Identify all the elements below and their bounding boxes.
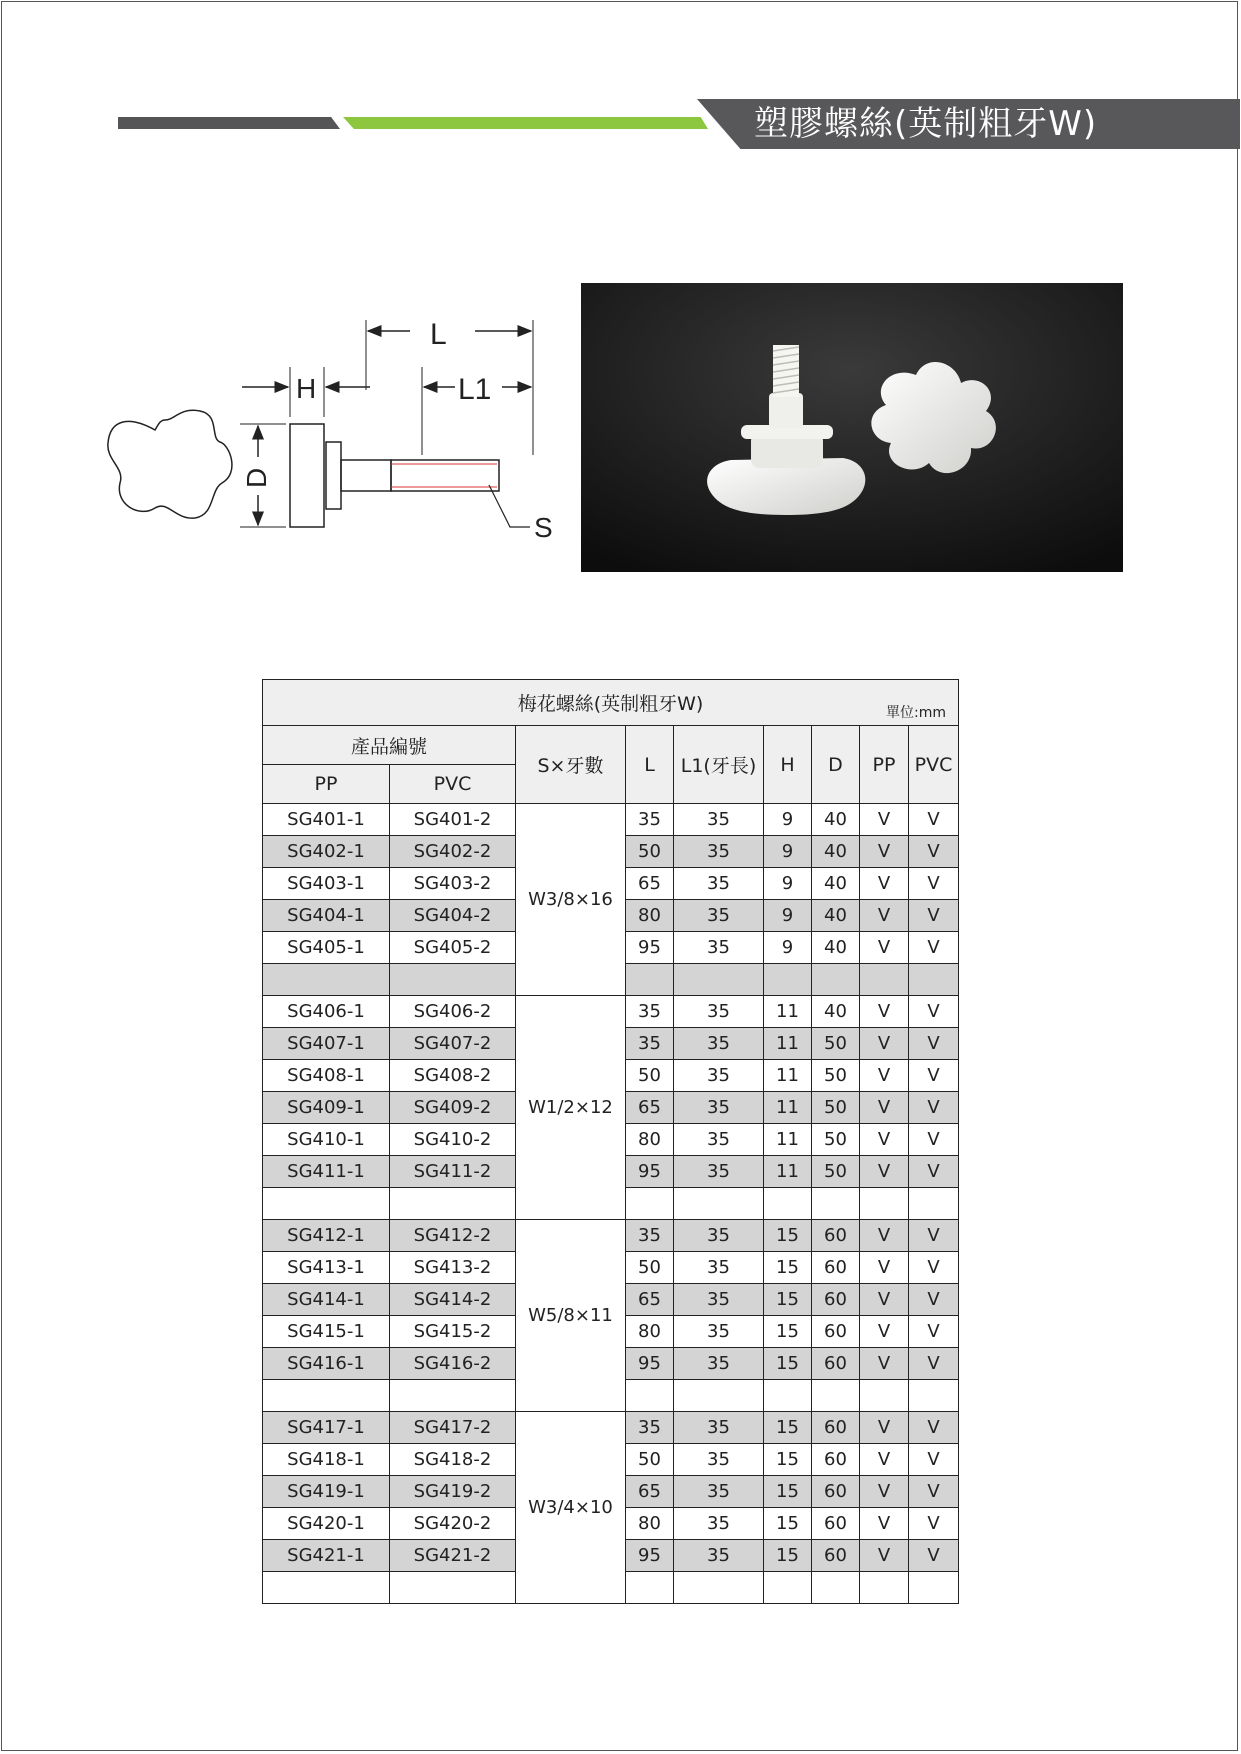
cell-pvc-code: SG409-2 — [390, 1092, 516, 1124]
cell-height-H — [764, 1380, 812, 1412]
cell-height-H: 11 — [764, 996, 812, 1028]
cell-pp-check — [860, 1572, 909, 1604]
cell-height-H: 15 — [764, 1444, 812, 1476]
cell-height-H: 11 — [764, 1156, 812, 1188]
cell-length-L1 — [674, 1188, 764, 1220]
cell-pvc-code: SG406-2 — [390, 996, 516, 1028]
cell-height-H: 15 — [764, 1508, 812, 1540]
cell-pp-code: SG402-1 — [263, 836, 390, 868]
cell-diameter-D — [812, 1188, 860, 1220]
cell-pvc-code: SG407-2 — [390, 1028, 516, 1060]
cell-pvc-check: V — [909, 1412, 959, 1444]
cell-length-L1: 35 — [674, 932, 764, 964]
cell-length-L — [626, 1380, 674, 1412]
cell-pvc-check: V — [909, 1060, 959, 1092]
cell-pvc-code: SG411-2 — [390, 1156, 516, 1188]
cell-length-L: 80 — [626, 1508, 674, 1540]
cell-pp-check: V — [860, 836, 909, 868]
cell-pp-check — [860, 964, 909, 996]
cell-diameter-D: 50 — [812, 1156, 860, 1188]
cell-length-L: 95 — [626, 932, 674, 964]
cell-spec: W1/2×12 — [516, 996, 626, 1220]
knob-profile-shape — [108, 410, 232, 518]
cell-diameter-D: 40 — [812, 932, 860, 964]
cell-height-H — [764, 1188, 812, 1220]
header-bar-green — [343, 117, 708, 129]
cell-pp-check: V — [860, 1316, 909, 1348]
cell-height-H: 11 — [764, 1028, 812, 1060]
cell-pvc-check: V — [909, 1092, 959, 1124]
cell-pp-code: SG410-1 — [263, 1124, 390, 1156]
technical-drawing — [100, 305, 570, 555]
table-row — [263, 1220, 959, 1252]
cell-pp-code: SG406-1 — [263, 996, 390, 1028]
table-row — [263, 1412, 959, 1444]
cell-diameter-D: 60 — [812, 1252, 860, 1284]
dim-L-label: L — [430, 318, 447, 351]
cell-pp-code — [263, 1380, 390, 1412]
table-caption-cell — [263, 680, 959, 726]
cell-pp-code: SG412-1 — [263, 1220, 390, 1252]
cell-pvc-check: V — [909, 932, 959, 964]
cell-length-L: 65 — [626, 1092, 674, 1124]
cell-length-L1: 35 — [674, 1124, 764, 1156]
cell-pvc-code: SG418-2 — [390, 1444, 516, 1476]
header-spec: S×牙數 — [516, 726, 626, 804]
cell-diameter-D — [812, 964, 860, 996]
header-D: D — [812, 726, 860, 804]
cell-length-L — [626, 1572, 674, 1604]
cell-pp-check: V — [860, 1444, 909, 1476]
cell-pp-check: V — [860, 1252, 909, 1284]
cell-pvc-check: V — [909, 1508, 959, 1540]
cell-diameter-D: 60 — [812, 1412, 860, 1444]
cell-pvc-check: V — [909, 804, 959, 836]
cell-length-L: 65 — [626, 868, 674, 900]
cell-pvc-check: V — [909, 1476, 959, 1508]
cell-height-H: 11 — [764, 1060, 812, 1092]
cell-height-H: 15 — [764, 1476, 812, 1508]
cell-diameter-D: 60 — [812, 1476, 860, 1508]
cell-pp-code: SG403-1 — [263, 868, 390, 900]
cell-pvc-check: V — [909, 868, 959, 900]
cell-pvc-check: V — [909, 1252, 959, 1284]
cell-height-H: 15 — [764, 1412, 812, 1444]
header-H: H — [764, 726, 812, 804]
cell-length-L1: 35 — [674, 1444, 764, 1476]
cell-pvc-code: SG408-2 — [390, 1060, 516, 1092]
cell-length-L — [626, 1188, 674, 1220]
cell-spec: W3/8×16 — [516, 804, 626, 996]
header-pvc: PVC — [390, 765, 516, 804]
cell-pp-check: V — [860, 1156, 909, 1188]
table-caption: 梅花螺絲(英制粗牙W) — [517, 693, 704, 715]
cell-pp-code — [263, 964, 390, 996]
cell-length-L1: 35 — [674, 1348, 764, 1380]
dim-S-label: S — [534, 512, 553, 543]
cell-length-L: 80 — [626, 1316, 674, 1348]
cell-length-L1: 35 — [674, 836, 764, 868]
cell-diameter-D: 60 — [812, 1220, 860, 1252]
page-title: 塑膠螺絲(英制粗牙W) — [754, 104, 1098, 144]
cell-spec: W3/4×10 — [516, 1412, 626, 1604]
cell-pp-code: SG417-1 — [263, 1412, 390, 1444]
cell-length-L: 35 — [626, 1412, 674, 1444]
table-row — [263, 996, 959, 1028]
cell-pp-code: SG411-1 — [263, 1156, 390, 1188]
screw-thread — [391, 460, 499, 491]
cell-pvc-code: SG420-2 — [390, 1508, 516, 1540]
cell-pvc-check: V — [909, 1156, 959, 1188]
cell-pp-check: V — [860, 1476, 909, 1508]
cell-pvc-code: SG412-2 — [390, 1220, 516, 1252]
cell-height-H: 9 — [764, 900, 812, 932]
cell-height-H: 9 — [764, 932, 812, 964]
knob-collar — [326, 442, 341, 509]
cell-length-L1: 35 — [674, 1252, 764, 1284]
cell-pvc-check: V — [909, 1348, 959, 1380]
cell-pvc-check: V — [909, 1220, 959, 1252]
cell-length-L: 35 — [626, 1028, 674, 1060]
cell-diameter-D: 40 — [812, 868, 860, 900]
cell-pvc-check: V — [909, 1284, 959, 1316]
cell-height-H: 15 — [764, 1220, 812, 1252]
table-row — [263, 804, 959, 836]
cell-pp-check: V — [860, 868, 909, 900]
cell-length-L — [626, 964, 674, 996]
cell-pp-code: SG407-1 — [263, 1028, 390, 1060]
cell-pp-check: V — [860, 932, 909, 964]
knob-head — [290, 424, 324, 527]
cell-length-L1: 35 — [674, 804, 764, 836]
cell-height-H: 9 — [764, 868, 812, 900]
cell-pp-check: V — [860, 1060, 909, 1092]
header-L1: L1(牙長) — [674, 726, 764, 804]
cell-diameter-D — [812, 1380, 860, 1412]
cell-pvc-code: SG417-2 — [390, 1412, 516, 1444]
cell-pvc-check: V — [909, 836, 959, 868]
cell-length-L1 — [674, 1380, 764, 1412]
cell-pp-check: V — [860, 996, 909, 1028]
product-photo — [581, 283, 1123, 572]
header-pp-material: PP — [860, 726, 909, 804]
cell-diameter-D: 40 — [812, 996, 860, 1028]
cell-pvc-check: V — [909, 1316, 959, 1348]
cell-height-H — [764, 964, 812, 996]
cell-pp-check: V — [860, 804, 909, 836]
cell-length-L1: 35 — [674, 1540, 764, 1572]
cell-length-L1: 35 — [674, 1028, 764, 1060]
cell-pp-code: SG408-1 — [263, 1060, 390, 1092]
cell-length-L: 95 — [626, 1348, 674, 1380]
unit-label: 單位:mm — [886, 705, 947, 721]
cell-length-L1: 35 — [674, 868, 764, 900]
cell-length-L: 65 — [626, 1476, 674, 1508]
cell-diameter-D: 40 — [812, 900, 860, 932]
spec-table-body — [263, 804, 959, 1604]
cell-pvc-code: SG415-2 — [390, 1316, 516, 1348]
cell-pvc-check: V — [909, 900, 959, 932]
cell-diameter-D: 40 — [812, 836, 860, 868]
cell-length-L1: 35 — [674, 996, 764, 1028]
cell-pp-check — [860, 1380, 909, 1412]
cell-pp-code: SG416-1 — [263, 1348, 390, 1380]
cell-length-L1 — [674, 1572, 764, 1604]
cell-height-H: 15 — [764, 1252, 812, 1284]
cell-length-L: 50 — [626, 836, 674, 868]
cell-spec: W5/8×11 — [516, 1220, 626, 1412]
cell-pp-check: V — [860, 1348, 909, 1380]
cell-pvc-code: SG403-2 — [390, 868, 516, 900]
cell-pvc-check: V — [909, 1028, 959, 1060]
cell-length-L1: 35 — [674, 1156, 764, 1188]
cell-height-H — [764, 1572, 812, 1604]
cell-diameter-D: 50 — [812, 1060, 860, 1092]
header-L: L — [626, 726, 674, 804]
cell-pvc-check: V — [909, 1124, 959, 1156]
cell-diameter-D: 60 — [812, 1348, 860, 1380]
cell-pp-code: SG413-1 — [263, 1252, 390, 1284]
cell-diameter-D: 60 — [812, 1444, 860, 1476]
cell-pvc-check: V — [909, 996, 959, 1028]
cell-pvc-code — [390, 1188, 516, 1220]
cell-pp-check: V — [860, 1092, 909, 1124]
spec-table — [262, 679, 959, 1604]
cell-pvc-code: SG405-2 — [390, 932, 516, 964]
cell-height-H: 15 — [764, 1540, 812, 1572]
cell-diameter-D: 60 — [812, 1316, 860, 1348]
cell-pvc-code — [390, 964, 516, 996]
cell-pp-check: V — [860, 1220, 909, 1252]
cell-length-L1: 35 — [674, 1476, 764, 1508]
cell-diameter-D: 50 — [812, 1092, 860, 1124]
cell-length-L1: 35 — [674, 900, 764, 932]
cell-pp-code: SG415-1 — [263, 1316, 390, 1348]
cell-height-H: 9 — [764, 836, 812, 868]
cell-length-L: 35 — [626, 996, 674, 1028]
cell-pvc-check — [909, 1380, 959, 1412]
cell-length-L: 95 — [626, 1156, 674, 1188]
cell-pp-check: V — [860, 1412, 909, 1444]
dim-L1-label: L1 — [458, 373, 492, 406]
cell-length-L1: 35 — [674, 1092, 764, 1124]
cell-pp-code: SG420-1 — [263, 1508, 390, 1540]
cell-height-H: 11 — [764, 1092, 812, 1124]
cell-pp-check — [860, 1188, 909, 1220]
cell-pvc-code — [390, 1380, 516, 1412]
header-product-no: 產品編號 — [263, 726, 516, 765]
cell-pvc-check: V — [909, 1444, 959, 1476]
cell-length-L1 — [674, 964, 764, 996]
header-pp: PP — [263, 765, 390, 804]
cell-pp-code: SG401-1 — [263, 804, 390, 836]
cell-pvc-code: SG404-2 — [390, 900, 516, 932]
cell-length-L1: 35 — [674, 1412, 764, 1444]
cell-length-L: 80 — [626, 1124, 674, 1156]
dim-D-label: D — [241, 467, 272, 488]
header-pvc-material: PVC — [909, 726, 959, 804]
cell-length-L: 95 — [626, 1540, 674, 1572]
cell-pvc-code: SG416-2 — [390, 1348, 516, 1380]
cell-length-L: 80 — [626, 900, 674, 932]
cell-pp-check: V — [860, 900, 909, 932]
cell-pp-code: SG419-1 — [263, 1476, 390, 1508]
cell-pvc-check — [909, 1572, 959, 1604]
cell-length-L1: 35 — [674, 1220, 764, 1252]
cell-pp-code: SG409-1 — [263, 1092, 390, 1124]
cell-diameter-D: 50 — [812, 1124, 860, 1156]
cell-length-L: 50 — [626, 1060, 674, 1092]
cell-pvc-code: SG413-2 — [390, 1252, 516, 1284]
cell-diameter-D: 50 — [812, 1028, 860, 1060]
cell-pvc-check: V — [909, 1540, 959, 1572]
cell-length-L1: 35 — [674, 1284, 764, 1316]
cell-pvc-code: SG401-2 — [390, 804, 516, 836]
cell-pp-code: SG421-1 — [263, 1540, 390, 1572]
cell-diameter-D: 60 — [812, 1508, 860, 1540]
cell-length-L1: 35 — [674, 1316, 764, 1348]
cell-pvc-code: SG421-2 — [390, 1540, 516, 1572]
cell-pvc-code: SG419-2 — [390, 1476, 516, 1508]
cell-pp-code: SG405-1 — [263, 932, 390, 964]
cell-diameter-D: 40 — [812, 804, 860, 836]
cell-diameter-D: 60 — [812, 1284, 860, 1316]
cell-pvc-check — [909, 964, 959, 996]
cell-pp-code — [263, 1572, 390, 1604]
cell-pvc-code: SG414-2 — [390, 1284, 516, 1316]
cell-height-H: 15 — [764, 1316, 812, 1348]
cell-height-H: 9 — [764, 804, 812, 836]
cell-pp-code: SG418-1 — [263, 1444, 390, 1476]
cell-height-H: 11 — [764, 1124, 812, 1156]
cell-pp-code: SG404-1 — [263, 900, 390, 932]
cell-pp-check: V — [860, 1508, 909, 1540]
cell-pp-code — [263, 1188, 390, 1220]
cell-length-L: 50 — [626, 1444, 674, 1476]
cell-length-L: 35 — [626, 804, 674, 836]
cell-length-L1: 35 — [674, 1508, 764, 1540]
screw-shank — [341, 460, 391, 491]
cell-pp-check: V — [860, 1284, 909, 1316]
cell-length-L: 50 — [626, 1252, 674, 1284]
cell-height-H: 15 — [764, 1348, 812, 1380]
cell-pvc-check — [909, 1188, 959, 1220]
cell-diameter-D: 60 — [812, 1540, 860, 1572]
cell-diameter-D — [812, 1572, 860, 1604]
cell-pvc-code — [390, 1572, 516, 1604]
cell-pp-check: V — [860, 1028, 909, 1060]
cell-height-H: 15 — [764, 1284, 812, 1316]
header-bar-gray — [118, 117, 340, 129]
cell-pvc-code: SG410-2 — [390, 1124, 516, 1156]
cell-length-L1: 35 — [674, 1060, 764, 1092]
dim-H-label: H — [296, 373, 317, 404]
cell-pp-code: SG414-1 — [263, 1284, 390, 1316]
cell-length-L: 65 — [626, 1284, 674, 1316]
cell-pp-check: V — [860, 1124, 909, 1156]
cell-length-L: 35 — [626, 1220, 674, 1252]
cell-pvc-code: SG402-2 — [390, 836, 516, 868]
cell-pp-check: V — [860, 1540, 909, 1572]
